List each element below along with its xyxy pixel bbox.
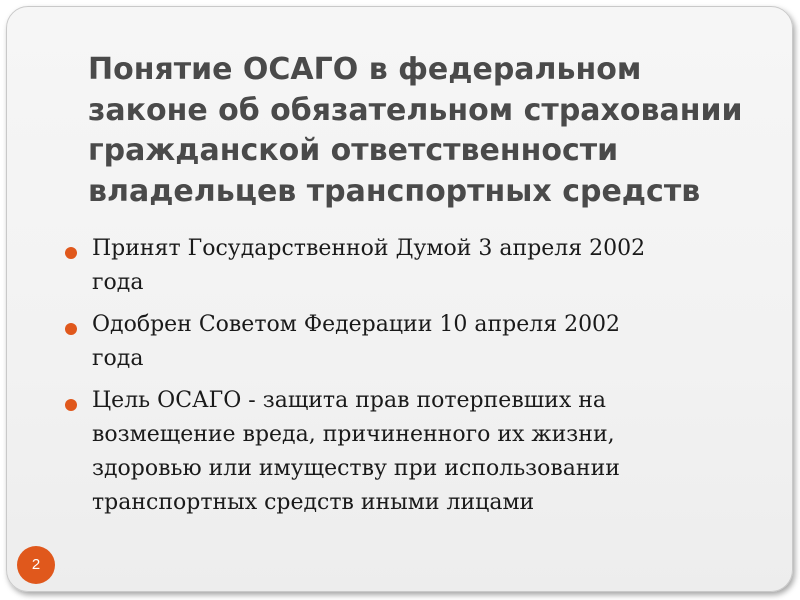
bullet-item-adopted: [62, 232, 752, 300]
bullet-list: [62, 232, 752, 528]
page-number-badge: 2: [17, 546, 55, 584]
bullet-item-goal: [62, 384, 752, 520]
title-line: Понятие ОСАГО в федеральном: [88, 52, 642, 87]
bullet-dot-icon: [65, 399, 77, 411]
title-line: законе об обязательном страховании: [88, 92, 743, 128]
slide-title: [88, 50, 768, 212]
title-line: гражданской ответственности: [88, 133, 619, 168]
bullet-text: [92, 308, 752, 376]
title-line: владельцев транспортных средств: [88, 173, 701, 209]
bullet-line: Принят Государственной Думой 3 апреля 2002: [92, 236, 646, 261]
bullet-item-approved: [62, 308, 752, 376]
bullet-text: [92, 232, 752, 300]
bullet-line: возмещение вреда, причиненного их жизни,: [92, 422, 615, 447]
bullet-dot-icon: [65, 323, 77, 335]
bullet-line: года: [92, 270, 144, 295]
bullet-line: Цель ОСАГО - защита прав потерпевших на: [92, 388, 607, 413]
bullet-dot-icon: [65, 247, 77, 259]
bullet-line: транспортных средств иными лицами: [92, 490, 535, 515]
bullet-text: [92, 384, 752, 520]
bullet-line: года: [92, 346, 144, 371]
bullet-line: здоровью или имуществу при использовании: [92, 456, 620, 481]
bullet-line: Одобрен Советом Федерации 10 апреля 2002: [92, 312, 621, 337]
